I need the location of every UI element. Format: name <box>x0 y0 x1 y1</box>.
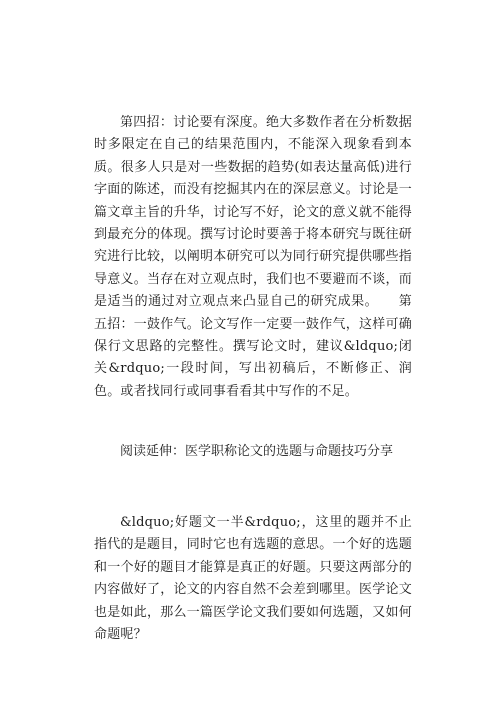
section-heading-further-reading: 阅读延伸：医学职称论文的选题与命题技巧分享 <box>120 444 394 459</box>
body-paragraph-topic-selection: &ldquo;好题文一半&rdquo;，这里的题并不止指代的是题目，同时它也有选题的意思。一个好的选题和一个好的题目才能算是真正的好题。只要这两部分的内容做好了，论文的内容自然不会差到哪里。医学论文也是如此，那么一篇医学论文我们要如何选题，又如何命题呢？ <box>94 515 412 643</box>
body-paragraph-discussion-tips: 第四招：讨论要有深度。绝大多数作者在分析数据时多限定在自己的结果范围内，不能深入现象看到本质。很多人只是对一些数据的趋势(如表达量高低)进行字面的陈述，而没有挖掘其内在的深层意义。讨论是一篇文章主旨的升华，讨论写不好，论文的意义就不能得到最充分的体现。撰写讨论时要善于将本研究与既往研究进行比较，以阐明本研究可以为同行研究提供哪些指导意义。当存在对立观点时，我们也不要避而不谈，而是适当的通过对立观点来凸显自己的研究成果。 第五招：一鼓作气。论文写作一定要一鼓作气，这样可确保行文思路的完整性。撰写论文时，建议&ldquo;闭关&rdquo;一段时间，写出初稿后，不断修正、润色。或者找同行或同事看看其中写作的不足。 <box>94 115 412 399</box>
